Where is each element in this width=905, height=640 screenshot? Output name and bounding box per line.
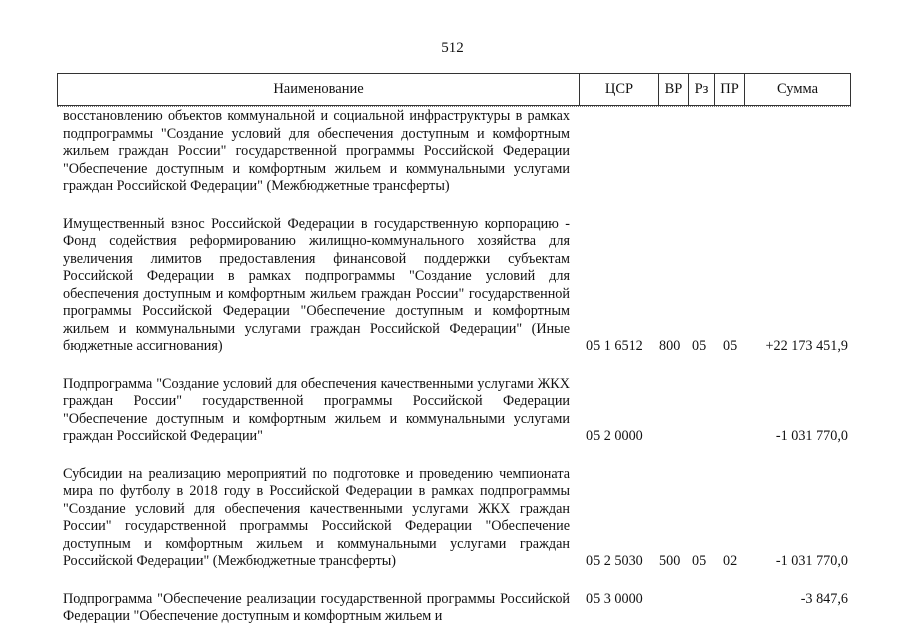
table-header [57,73,851,106]
row-sum: -1 031 770,0 [775,428,848,444]
table-row [0,376,905,446]
header-divider [57,106,851,107]
row-vr: 800 [659,338,681,354]
row-rz: 05 [692,553,707,569]
table-row [0,216,905,356]
row-vr: 500 [659,553,681,569]
header-csr: ЦСР [580,74,659,105]
table-body [0,108,905,626]
table-row [0,591,905,626]
row-name: Подпрограмма "Создание условий для обеспечения качественными услугами ЖКХ граждан России" государственной программы Российской Федерации "Обеспечение доступным и комфортным жильем и коммунальными услугами граждан Российской Федерации" [63,375,570,444]
header-rz: Рз [689,74,715,105]
row-name: Подпрограмма "Обеспечение реализации государственной программы Российской Федерации "Обеспечение доступным и комфортным жильем и [63,590,570,624]
row-name: восстановлению объектов коммунальной и социальной инфраструктуры в рамках подпрограммы "Создание условий для обеспечения доступным и комфортным жильем граждан России" государственной программы Российской Федерации "Обеспечение доступным и комфортным жильем и коммунальными услугами граждан Российской Федерации" (Межбюджетные трансферты) [63,108,570,194]
row-sum: -1 031 770,0 [775,553,848,569]
row-csr: 05 3 0000 [586,590,643,607]
table-row [0,466,905,571]
row-csr: 05 1 6512 [586,338,643,354]
row-sum: -3 847,6 [800,590,848,607]
row-name: Имущественный взнос Российской Федерации в государственную корпорацию - Фонд содействия реформированию жилищно-коммунального хозяйства для увеличения лимитов предоставления финансовой поддержки субъектам Российской Федерации в рамках подпрограммы "Создание условий для обеспечения доступным и комфортным жильем граждан России" государственной программы Российской Федерации "Обеспечение доступным и комфортным жильем и коммунальными услугами граждан Российской Федерации" (Иные бюджетные ассигнования) [63,215,570,354]
row-name: Субсидии на реализацию мероприятий по подготовке и проведению чемпионата мира по футболу в 2018 году в Российской Федерации в рамках подпрограммы "Создание условий для обеспечения качественными услугами ЖКХ граждан России" государственной программы Российской Федерации "Обеспечение доступным и комфортным жильем и коммунальными услугами граждан Российской Федерации" (Межбюджетные трансферты) [63,465,570,569]
header-pr: ПР [715,74,745,105]
row-sum: +22 173 451,9 [765,338,848,354]
header-vr: ВР [659,74,689,105]
row-rz: 05 [692,338,707,354]
row-csr: 05 2 0000 [586,428,643,444]
table-row [0,108,905,196]
row-pr: 05 [723,338,738,354]
header-name: Наименование [58,74,580,105]
row-pr: 02 [723,553,738,569]
header-sum: Сумма [776,81,819,97]
row-csr: 05 2 5030 [586,553,643,569]
page-number: 512 [441,40,464,56]
